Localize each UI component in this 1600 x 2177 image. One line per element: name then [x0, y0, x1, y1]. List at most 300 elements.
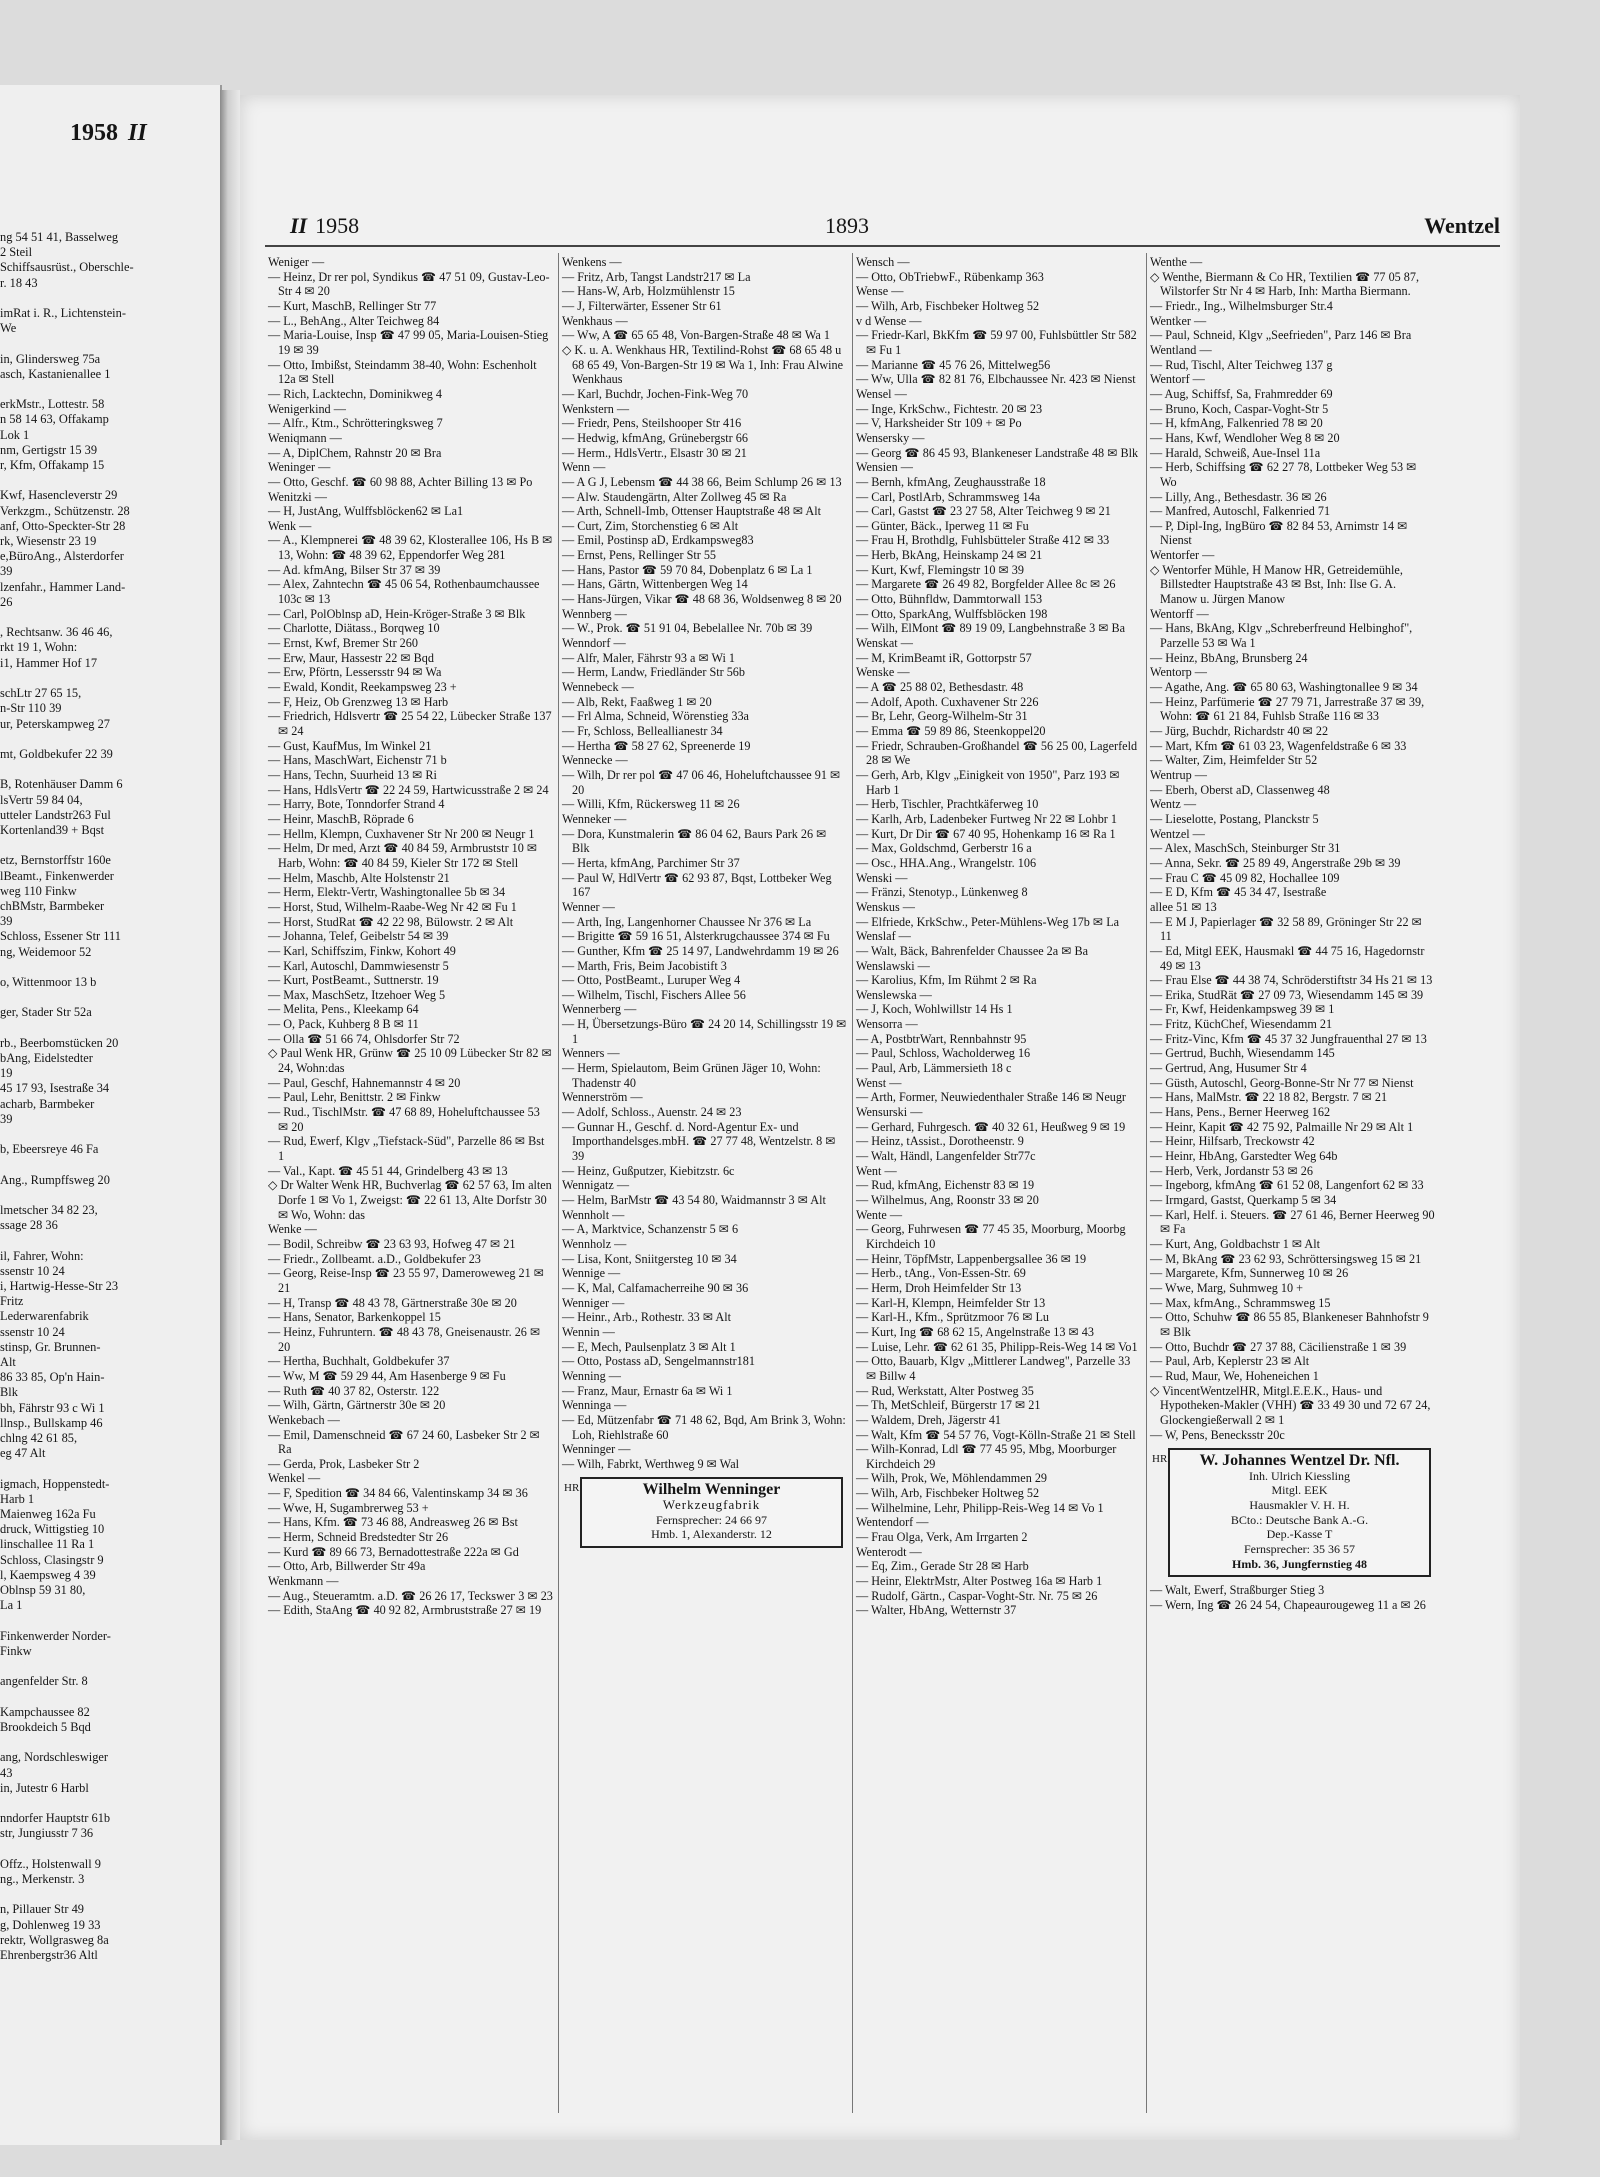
directory-entry: We — [0, 321, 17, 336]
directory-entry: — Ed, Mützenfabr ☎ 71 48 62, Bqd, Am Brink 3, Wohn: Loh, Riehlstraße 60 — [562, 1412, 846, 1442]
directory-entry: — Margarete, Kfm, Sunnerweg 10 ✉ 26 — [1150, 1266, 1349, 1281]
directory-entry: ng 54 51 41, Basselweg — [0, 230, 119, 244]
directory-entry: — Harry, Bote, Tonndorfer Strand 4 — [268, 797, 445, 812]
directory-entry: — Kurt, MaschB, Rellinger Str 77 — [268, 298, 437, 313]
directory-entry: — Th, MetSchleif, Bürgerstr 17 ✉ 21 — [856, 1398, 1041, 1413]
directory-entry: druck, Wittigstieg 10 — [0, 1522, 105, 1537]
directory-entry: Wenning — — [562, 1368, 621, 1383]
directory-entry: — M, BkAng ☎ 23 62 93, Schröttersingsweg 15 ✉ 21 — [1150, 1251, 1422, 1266]
directory-entry — [0, 960, 218, 975]
directory-entry: 39 — [0, 1111, 13, 1126]
directory-entry: — Otto, Geschf. ☎ 60 98 88, Achter Billing 13 ✉ Po — [268, 474, 533, 489]
directory-entry: — Kurt, Kwf, Flemingstr 10 ✉ 39 — [856, 562, 1024, 577]
directory-entry: Wenndorf — — [562, 636, 626, 651]
directory-entry: — Rud, Tischl, Alter Teichweg 137 g — [1150, 357, 1333, 372]
directory-entry: — Wilh, ElMont ☎ 89 19 09, Langbehnstraße 3 ✉ Ba — [856, 621, 1126, 636]
directory-entry: — Hellm, Klempn, Cuxhavener Str Nr 200 ✉ Neugr 1 — [268, 826, 535, 841]
directory-entry: — Gunnar H., Geschf. d. Nord-Agentur Ex- und Importhandelsges.mbH. ☎ 27 77 48, Wentzelstr. 8 ✉ 39 — [562, 1119, 836, 1164]
ad-wentzel-line2: Mitgl. EEK — [1271, 1483, 1328, 1498]
directory-entry: — E M J, Papierlager ☎ 32 58 89, Gröninger Str 22 ✉ 11 — [1150, 914, 1422, 944]
directory-entry: Offz., Holstenwall 9 — [0, 1856, 101, 1871]
column-2-entries — [562, 255, 847, 1471]
directory-entry: Maienweg 162a Fu — [0, 1507, 96, 1522]
directory-entry: — Hans, HdlsVertr ☎ 22 24 59, Hartwicusstraße 2 ✉ 24 — [268, 782, 549, 797]
directory-entry: — Arth, Ing, Langenhorner Chaussee Nr 376 ✉ La — [562, 914, 812, 929]
directory-entry: ng., Merkenstr. 3 — [0, 1871, 85, 1886]
directory-entry: — Alw. Staudengärtn, Alter Zollweg 45 ✉ Ra — [562, 489, 787, 504]
directory-entry: — Franz, Maur, Ernastr 6a ✉ Wi 1 — [562, 1383, 733, 1398]
directory-entry: Wennerström — — [562, 1090, 643, 1105]
directory-entry: — Otto, SparkAng, Wulffsblöcken 198 — [856, 606, 1048, 621]
directory-entry — [0, 1157, 218, 1172]
directory-entry: bh, Fährstr 93 c Wi 1 — [0, 1400, 105, 1415]
directory-entry: — Hans, Pens., Berner Heerweg 162 — [1150, 1105, 1331, 1120]
directory-entry — [0, 671, 218, 686]
directory-entry: — Wilh, Dr rer pol ☎ 47 06 46, Hoheluftchaussee 91 ✉ 20 — [562, 767, 841, 797]
directory-entry: — Elfriede, KrkSchw., Peter-Mühlens-Weg 17b ✉ La — [856, 914, 1120, 929]
directory-entry: — Karlh, Arb, Ladenbeker Furtweg Nr 22 ✉ Lohbr 1 — [856, 811, 1118, 826]
directory-entry: — E, Mech, Paulsenplatz 3 ✉ Alt 1 — [562, 1339, 736, 1354]
directory-entry: — Rich, Lacktechn, Dominikweg 4 — [268, 386, 442, 401]
directory-entry: — Kurt, Ang, Goldbachstr 1 ✉ Alt — [1150, 1236, 1320, 1251]
directory-entry: — Osc., HHA.Ang., Wrangelstr. 106 — [856, 855, 1037, 870]
directory-entry: l, Kaempsweg 4 39 — [0, 1567, 96, 1582]
directory-entry: — Paul, Arb, Lämmersieth 18 c — [856, 1061, 1012, 1076]
directory-entry: utteler Landstr263 Ful — [0, 807, 111, 822]
directory-entry: — Wilh, Gärtn, Gärtnerstr 30e ✉ 20 — [268, 1398, 446, 1413]
directory-entry: rkt 19 1, Wohn: — [0, 640, 78, 655]
directory-entry: — Brigitte ☎ 59 16 51, Alsterkrugchaussee 374 ✉ Fu — [562, 929, 830, 944]
directory-entry: Schiffsausrüst., Oberschle- — [0, 260, 134, 275]
directory-entry: bAng, Eidelstedter — [0, 1050, 93, 1065]
directory-entry: — Wern, Ing ☎ 26 24 54, Chapeaurougeweg 11 a ✉ 26 — [1150, 1598, 1426, 1613]
directory-entry: — Kurt, PostBeamt., Suttnerstr. 19 — [268, 973, 439, 988]
directory-entry: — Erw, Pförtn, Lessersstr 94 ✉ Wa — [268, 665, 442, 680]
directory-entry: — Olla ☎ 51 66 74, Ohlsdorfer Str 72 — [268, 1031, 460, 1046]
directory-entry: ssenstr 10 24 — [0, 1263, 65, 1278]
directory-entry: Wenitzki — — [268, 489, 327, 504]
directory-entry: — A., Klempnerei ☎ 48 39 62, Klosterallee 106, Hs B ✉ 13, Wohn: ☎ 48 39 62, Eppendorfer Weg 281 — [268, 533, 553, 563]
directory-entry: — Herb, Verk, Jordanstr 53 ✉ 26 — [1150, 1163, 1313, 1178]
directory-entry: Wensien — — [856, 460, 913, 475]
directory-entry: — Ingeborg, kfmAng ☎ 61 52 08, Langenfort 62 ✉ 33 — [1150, 1178, 1424, 1193]
directory-entry: weg 110 Finkw — [0, 883, 77, 898]
directory-entry — [0, 336, 218, 351]
directory-entry: Wenkmann — — [268, 1574, 339, 1589]
directory-entry: Wenslawski — — [856, 958, 930, 973]
directory-entry: — Frau Olga, Verk, Am Irrgarten 2 — [856, 1530, 1028, 1545]
directory-entry: — Otto, Arb, Billwerder Str 49a — [268, 1559, 426, 1574]
directory-entry — [0, 1127, 218, 1142]
directory-entry: — Lieselotte, Postang, Planckstr 5 — [1150, 811, 1319, 826]
directory-entry: — Heinr, Kapit ☎ 42 75 92, Palmaille Nr 29 ✉ Alt 1 — [1150, 1119, 1414, 1134]
directory-entry: g, Dohlenweg 19 33 — [0, 1917, 101, 1932]
directory-entry: — Max, kfmAng., Schrammsweg 15 — [1150, 1295, 1331, 1310]
header-rule — [265, 245, 1500, 247]
directory-entry: — Georg, Fuhrwesen ☎ 77 45 35, Moorburg, Moorbg Kirchdeich 10 — [856, 1222, 1126, 1251]
directory-entry: 26 — [0, 594, 13, 609]
directory-entry: — Herb, Tischler, Prachtkäferweg 10 — [856, 797, 1039, 812]
directory-entry: il, Fahrer, Wohn: — [0, 1248, 84, 1263]
directory-entry: Wenner — — [562, 899, 615, 914]
directory-entry: B, Rotenhäuser Damm 6 — [0, 777, 123, 792]
ad-wentzel-address: Hmb. 36, Jungfernstieg 48 — [1232, 1556, 1367, 1571]
directory-entry: — Paul W, HdlVertr ☎ 62 93 87, Bqst, Lottbeker Weg 167 — [562, 870, 832, 900]
directory-entry: — Otto, Bauarb, Klgv „Mittlerer Landweg", Parzelle 33 ✉ Billw 4 — [856, 1354, 1131, 1383]
directory-entry: — Karl, Helf. i. Steuers. ☎ 27 61 46, Berner Heerweg 90 ✉ Fa — [1150, 1207, 1435, 1237]
directory-entry: erkMstr., Lottestr. 58 — [0, 397, 105, 412]
directory-entry: — F, Heiz, Ob Grenzweg 13 ✉ Harb — [268, 694, 449, 709]
directory-entry: — Max, MaschSetz, Itzehoer Weg 5 — [268, 987, 446, 1002]
directory-entry: Wenslaf — — [856, 929, 911, 944]
directory-entry: Wentorp — — [1150, 665, 1207, 680]
directory-entry: Wentz — — [1150, 797, 1197, 812]
directory-entry: Wenske — — [856, 665, 910, 680]
directory-entry: Wennige — — [562, 1266, 621, 1281]
ad-wentzel — [1152, 1448, 1431, 1577]
directory-entry: — Paul, Schneid, Klgv „Seefrieden", Parz 146 ✉ Bra — [1150, 328, 1412, 343]
directory-entry: — Heinr, TöpfMstr, Lappenbergsallee 36 ✉ 19 — [856, 1251, 1087, 1266]
directory-entry: — Ed, Mitgl EEK, Hausmakl ☎ 44 75 16, Hagedornstr 49 ✉ 13 — [1150, 943, 1425, 973]
directory-entry: — Hans, Gärtn, Wittenbergen Weg 14 — [562, 577, 748, 592]
directory-entry: Lederwarenfabrik — [0, 1309, 89, 1324]
directory-entry: — Ernst, Kwf, Bremer Str 260 — [268, 636, 418, 651]
directory-entry: — Fritz, KüchChef, Wiesendamm 21 — [1150, 1017, 1333, 1032]
column-divider — [1146, 253, 1147, 2113]
directory-entry: 45 17 93, Isestraße 34 — [0, 1081, 110, 1096]
book-gutter — [220, 90, 240, 2140]
directory-entry — [0, 1842, 218, 1857]
directory-entry: — Lisa, Kont, Sniitgersteg 10 ✉ 34 — [562, 1251, 737, 1266]
directory-entry: b, Ebeersreye 46 Fa — [0, 1142, 99, 1157]
directory-entry: — A G J, Lebensm ☎ 44 38 66, Beim Schlump 26 ✉ 13 — [562, 474, 842, 489]
directory-entry: — Bruno, Koch, Caspar-Voght-Str 5 — [1150, 401, 1329, 416]
directory-entry: Wentorfer — — [1150, 548, 1215, 563]
directory-entry: — Wwe, H, Sugambrerweg 53 + — [268, 1500, 429, 1515]
directory-entry: Wenners — — [562, 1046, 620, 1061]
directory-entry: — H, kfmAng, Falkenried 78 ✉ 20 — [1150, 416, 1323, 431]
directory-entry — [0, 1887, 218, 1902]
directory-entry: — Heinr, Hilfsarb, Treckowstr 42 — [1150, 1134, 1315, 1149]
directory-entry: — A, PostbtrWart, Rennbahnstr 95 — [856, 1031, 1027, 1046]
directory-entry: — Heinz, BbAng, Brunsberg 24 — [1150, 650, 1308, 665]
directory-entry: Wenslewska — — [856, 987, 932, 1002]
directory-entry: Kampchaussee 82 — [0, 1704, 90, 1719]
ad-wentzel-phone: Fernsprecher: 35 36 57 — [1244, 1542, 1355, 1557]
directory-entry: — Rud, kfmAng, Eichenstr 83 ✉ 19 — [856, 1178, 1035, 1193]
directory-entry: r. 18 43 — [0, 275, 38, 290]
directory-entry: — Rud, Ewerf, Klgv „Tiefstack-Süd", Parzelle 86 ✉ Bst 1 — [268, 1134, 545, 1164]
directory-entry: — Wilh-Konrad, Ldl ☎ 77 45 95, Mbg, Moorburger Kirchdeich 29 — [856, 1442, 1117, 1471]
directory-entry: — Hans, MaschWart, Eichenstr 71 b — [268, 753, 447, 768]
directory-entry: Kwf, Hasencleverstr 29 — [0, 488, 118, 503]
directory-entry: — Horst, StudRat ☎ 42 22 98, Bülowstr. 2 ✉ Alt — [268, 914, 514, 929]
directory-entry: — Fritz, Arb, Tangst Landstr217 ✉ La — [562, 269, 751, 284]
directory-entry: — Friedr., Zollbeamt. a.D., Goldbekufer 23 — [268, 1251, 481, 1266]
directory-entry: Wennebeck — — [562, 680, 634, 695]
directory-entry: — Georg, Reise-Insp ☎ 23 55 97, Dameroweweg 21 ✉ 21 — [268, 1266, 544, 1295]
directory-entry: — Otto, Buchdr ☎ 27 37 88, Cäcilienstraße 1 ✉ 39 — [1150, 1339, 1407, 1354]
directory-entry: ◇ K. u. A. Wenkhaus HR, Textilind-Rohst ☎ 68 65 48 u 68 65 49, Von-Bargen-Str 19 ✉ Wa 1, Inh: Frau Alwine Wenkhaus — [562, 342, 844, 387]
directory-entry: — Horst, Stud, Wilhelm-Raabe-Weg Nr 42 ✉ Fu 1 — [268, 899, 517, 914]
directory-entry: — Otto, Postass aD, Sengelmannstr181 — [562, 1354, 755, 1369]
directory-entry: — Karl, Schiffszim, Finkw, Kohort 49 — [268, 943, 456, 958]
directory-entry: acharb, Barmbeker — [0, 1096, 95, 1111]
directory-entry: Wentker — — [1150, 313, 1207, 328]
directory-entry: — Wilh, Fabrkt, Werthweg 9 ✉ Wal — [562, 1456, 740, 1471]
directory-entry: — Emil, Postinsp aD, Erdkampsweg83 — [562, 533, 754, 548]
directory-entry: n-Str 110 39 — [0, 701, 62, 716]
directory-entry: — Aug., Steueramtm. a.D. ☎ 26 26 17, Teckswег 3 ✉ 23 — [268, 1588, 553, 1603]
directory-entry: — Paul, Geschf, Hahnemannstr 4 ✉ 20 — [268, 1075, 461, 1090]
directory-entry: — Ad. kfmAng, Bilser Str 37 ✉ 39 — [268, 562, 441, 577]
directory-entry: — Karl-H., Kfm., Sprützmoor 76 ✉ Lu — [856, 1310, 1049, 1325]
directory-entry: — W., Prok. ☎ 51 91 04, Bebelallee Nr. 70b ✉ 39 — [562, 621, 813, 636]
directory-entry: Wenterodt — — [856, 1544, 922, 1559]
directory-entry: — Hans-Jürgen, Vikar ☎ 48 68 36, Woldsenweg 8 ✉ 20 — [562, 592, 842, 607]
directory-entry: etz, Bernstorffstr 160e — [0, 853, 111, 868]
directory-entry: — Edith, StaAng ☎ 40 92 82, Armbruststraße 27 ✉ 19 — [268, 1603, 542, 1618]
directory-entry: chlng 42 61 85, — [0, 1431, 78, 1446]
directory-entry: anf, Otto-Speckter-Str 28 — [0, 518, 126, 533]
directory-entry: — Heinz, tAssist., Dorotheenstr. 9 — [856, 1134, 1024, 1149]
directory-entry: — H, Übersetzungs-Büro ☎ 24 20 14, Schillingsstr 19 ✉ 1 — [562, 1017, 847, 1046]
directory-entry: imRat i. R., Lichtenstein- — [0, 306, 126, 321]
directory-entry: — K, Mal, Calfamacherreihe 90 ✉ 36 — [562, 1280, 749, 1295]
directory-entry: Wenkhaus — — [562, 313, 628, 328]
directory-entry: — M, KrimBeamt iR, Gottorpstr 57 — [856, 650, 1032, 665]
directory-entry: — Hans, Pastor ☎ 59 70 84, Dobenplatz 6 ✉ La 1 — [562, 562, 813, 577]
directory-entry: — Emil, Damenschneid ☎ 67 24 60, Lasbeker Str 2 ✉ Ra — [268, 1427, 540, 1457]
directory-entry: — Lilly, Ang., Bethesdastr. 36 ✉ 26 — [1150, 489, 1327, 504]
directory-entry: — Friedr, Pens, Steilshooper Str 416 — [562, 416, 742, 431]
ad-wenninger-phone: Fernsprecher: 24 66 97 — [656, 1512, 767, 1527]
directory-entry: Ehrenbergstr36 Altl — [0, 1947, 98, 1962]
directory-entry: — Hertha ☎ 58 27 62, Spreenerde 19 — [562, 738, 751, 753]
directory-entry — [0, 838, 218, 853]
directory-entry: — Charlotte, Diätass., Borqweg 10 — [268, 621, 440, 636]
directory-entry: — A, Marktvice, Schanzenstr 5 ✉ 6 — [562, 1222, 739, 1237]
directory-entry: Wennerberg — — [562, 1002, 637, 1017]
directory-entry: Wenst — — [856, 1075, 902, 1090]
directory-entry: mt, Goldbekufer 22 39 — [0, 746, 113, 761]
directory-entry: — Georg ☎ 86 45 93, Blankeneser Landstraße 48 ✉ Blk — [856, 445, 1139, 460]
directory-entry: ◇ Wenthe, Biermann & Co HR, Textilien ☎ 77 05 87, Wilstorfer Str Nr 4 ✉ Harb, Inh: Martha Biermann. — [1150, 269, 1420, 299]
directory-entry: Wentzel — — [1150, 826, 1205, 841]
directory-entry: Wenn — — [562, 460, 606, 475]
directory-entry: 39 — [0, 564, 13, 579]
directory-entry: — Carl, PostlArb, Schrammsweg 14a — [856, 489, 1041, 504]
directory-entry: Wentorff — — [1150, 606, 1209, 621]
directory-entry: — Heinz, Gußputzer, Kiebitzstr. 6c — [562, 1163, 735, 1178]
directory-entry: — Alb, Rekt, Faaßweg 1 ✉ 20 — [562, 694, 712, 709]
directory-entry: — Güsth, Autoschl, Georg-Bonne-Str Nr 77 ✉ Nienst — [1150, 1075, 1414, 1090]
directory-entry: — Inge, KrkSchw., Fichtestr. 20 ✉ 23 — [856, 401, 1043, 416]
directory-entry — [0, 291, 218, 306]
directory-entry: — Rud., TischlMstr. ☎ 47 68 89, Hoheluftchaussee 53 ✉ 20 — [268, 1105, 540, 1134]
directory-entry: — Otto, Schuhw ☎ 86 55 85, Blankeneser Bahnhofstr 9 ✉ Blk — [1150, 1310, 1429, 1339]
directory-entry: — Otto, Bühnfldw, Dammtorwall 153 — [856, 592, 1043, 607]
directory-entry: — Heinz, Parfümerie ☎ 27 79 71, Jarrestraße 37 ✉ 39, Wohn: ☎ 61 21 84, Fuhlsb Straße 116 ✉ 33 — [1150, 694, 1425, 724]
directory-entry: — Otto, Imbißst, Steindamm 38-40, Wohn: Eschenholt 12a ✉ Stell — [268, 357, 537, 387]
directory-entry: Wenigerkind — — [268, 401, 346, 416]
directory-entry: nndorfer Hauptstr 61b — [0, 1811, 111, 1826]
directory-entry: — Ww, M ☎ 59 29 44, Am Hasenberge 9 ✉ Fu — [268, 1368, 506, 1383]
directory-entry: — Carl, PolOblnsp aD, Hein-Kröger-Straße 3 ✉ Blk — [268, 606, 526, 621]
left-header-year: 1958 — [70, 120, 118, 146]
directory-entry: — Willi, Kfm, Rückersweg 11 ✉ 26 — [562, 797, 740, 812]
directory-entry: — Fritz-Vinc, Kfm ☎ 45 37 32 Jungfrauenthal 27 ✉ 13 — [1150, 1031, 1427, 1046]
directory-entry: — Hans, MalMstr. ☎ 22 18 82, Bergstr. 7 ✉ 21 — [1150, 1090, 1388, 1105]
directory-column-2 — [562, 255, 847, 1554]
directory-entry: — Ww, A ☎ 65 65 48, Von-Bargen-Straße 48 ✉ Wa 1 — [562, 328, 830, 343]
directory-entry: — Alfr., Ktm., Schrötteringksweg 7 — [268, 416, 443, 431]
directory-entry: — Dora, Kunstmalerin ☎ 86 04 62, Baurs Park 26 ✉ Blk — [562, 826, 827, 856]
directory-entry: in, Glindersweg 75a — [0, 351, 101, 366]
directory-entry: — Adolf, Schloss., Auenstr. 24 ✉ 23 — [562, 1105, 742, 1120]
ad-wenninger-line1: Werkzeugfabrik — [662, 1497, 761, 1513]
directory-entry: Wennin — — [562, 1324, 615, 1339]
column-divider — [852, 253, 853, 2113]
directory-entry: — Wilh, Arb, Fischbeker Holtweg 52 — [856, 1486, 1040, 1501]
directory-entry: i1, Hammer Hof 17 — [0, 655, 98, 670]
directory-entry: — Wilhelmus, Ang, Roonstr 33 ✉ 20 — [856, 1193, 1039, 1207]
directory-entry: — Paul, Schloss, Wacholderweg 16 — [856, 1046, 1031, 1061]
left-page-column — [0, 230, 218, 1963]
directory-entry: Fritz — [0, 1294, 24, 1309]
directory-entry: — Hans, Kfm. ☎ 73 46 88, Andreasweg 26 ✉ Bst — [268, 1515, 518, 1530]
directory-entry: — Gertrud, Ang, Husumer Str 4 — [1150, 1061, 1307, 1076]
directory-entry: Brookdeich 5 Bqd — [0, 1719, 91, 1734]
directory-entry: chBMstr, Barmbeker — [0, 898, 105, 913]
directory-entry: lsVertr 59 84 04, — [0, 792, 83, 807]
directory-column-1 — [268, 255, 553, 1618]
directory-entry: Wennholz — — [562, 1236, 627, 1251]
directory-entry: — F, Spedition ☎ 34 84 66, Valentinskamp 34 ✉ 36 — [268, 1486, 528, 1501]
directory-entry: — Wwe, Marg, Suhmweg 10 + — [1150, 1280, 1303, 1295]
directory-entry: — Walt, Ewerf, Straßburger Stieg 3 — [1150, 1583, 1325, 1598]
directory-entry: — Ewald, Kondit, Reekampsweg 23 + — [268, 680, 457, 695]
directory-entry: — Walter, Zim, Heimfelder Str 52 — [1150, 753, 1318, 768]
section-title: Wentzel — [1424, 213, 1500, 238]
ad-wentzel-line3: Hausmakler V. H. H. — [1249, 1498, 1350, 1513]
directory-entry: — Bodil, Schreibw ☎ 23 63 93, Hofweg 47 ✉ 21 — [268, 1236, 516, 1251]
directory-entry: — Walt, Händl, Langenfelder Str77c — [856, 1149, 1036, 1164]
directory-entry: — Aug, Schiffsf, Sa, Frahmredder 69 — [1150, 386, 1333, 401]
directory-entry: — Paul, Arb, Keplerstr 23 ✉ Alt — [1150, 1354, 1310, 1369]
directory-entry: — Frau H, Brothdlg, Fuhlsbütteler Straße 412 ✉ 33 — [856, 533, 1110, 548]
directory-entry: asch, Kastanienallee 1 — [0, 366, 111, 381]
directory-entry: — Helm, Maschb, Alte Holstenstr 21 — [268, 870, 450, 885]
directory-entry: allee 51 ✉ 13 — [1150, 899, 1217, 914]
directory-entry — [0, 1690, 218, 1705]
directory-entry: Wense — — [856, 284, 904, 299]
directory-entry: ssenstr 10 24 — [0, 1324, 65, 1339]
directory-entry: — Karolius, Kfm, Im Rühmt 2 ✉ Ra — [856, 973, 1037, 988]
directory-entry: n 58 14 63, Offakamp — [0, 412, 109, 427]
directory-entry: — Kurt, Dr Dir ☎ 67 40 95, Hohenkamp 16 ✉ Ra 1 — [856, 826, 1116, 841]
directory-entry: — Friedr-Karl, BkKfm ☎ 59 97 00, Fuhlsbüttler Str 582 ✉ Fu 1 — [856, 328, 1137, 357]
directory-entry: Wenniger — — [562, 1295, 625, 1310]
directory-entry: str, Jungiusstr 7 36 — [0, 1826, 94, 1841]
directory-entry: 19 — [0, 1066, 13, 1081]
directory-entry: ang, Nordschleswiger — [0, 1750, 109, 1765]
directory-entry: — Erika, StudRät ☎ 27 09 73, Wiesendamm 145 ✉ 39 — [1150, 987, 1424, 1002]
directory-entry: — Fr, Kwf, Heidenkampsweg 39 ✉ 1 — [1150, 1002, 1335, 1017]
directory-entry: — Alex, MaschSch, Steinburger Str 31 — [1150, 841, 1341, 856]
directory-entry: — Fränzi, Stenotyp., Lünkenweg 8 — [856, 885, 1028, 900]
directory-entry: — Karl-H, Klempn, Heimfelder Str 13 — [856, 1295, 1046, 1310]
directory-entry: r, Kfm, Offakamp 15 — [0, 458, 105, 473]
directory-entry: Wenke — — [268, 1222, 317, 1237]
directory-entry: Wennholt — — [562, 1207, 625, 1222]
directory-entry: llnsp., Bullskamp 46 — [0, 1415, 103, 1430]
directory-entry: i, Hartwig-Hesse-Str 23 — [0, 1279, 119, 1294]
right-header-roman: II — [290, 213, 308, 238]
directory-entry: — Irmgard, Gastst, Querkamp 5 ✉ 34 — [1150, 1193, 1337, 1207]
directory-entry: Wentendorf — — [856, 1515, 929, 1530]
directory-entry: — L., BehAng., Alter Teichweg 84 — [268, 313, 440, 328]
directory-entry: — Herm., HdlsVertr., Elsastr 30 ✉ 21 — [562, 445, 747, 460]
directory-entry: — Herm, Landw, Friedländer Str 56b — [562, 665, 745, 680]
directory-entry: Finkw — [0, 1643, 32, 1658]
directory-entry: — Bernh, kfmAng, Zeughausstraße 18 — [856, 474, 1046, 489]
directory-entry: — Frau C ☎ 45 09 82, Hochallee 109 — [1150, 870, 1340, 885]
directory-column-3 — [856, 255, 1141, 1618]
directory-entry: — E D, Kfm ☎ 45 34 47, Isestraße — [1150, 885, 1327, 900]
directory-entry: — Hans, Senator, Barkenkoppel 15 — [268, 1310, 441, 1325]
directory-entry: — Luise, Lehr. ☎ 62 61 35, Philipp-Reis-Weg 14 ✉ Vo1 — [856, 1339, 1138, 1354]
directory-entry: ◇ Wentorfer Mühle, H Manow HR, Getreidemühle, Billstedter Hauptstraße 43 ✉ Bst, Inh: Ilse G. A. Manow u. Jürgen Manow — [1150, 562, 1403, 607]
directory-entry: — Herm, Elektr-Vertr, Washingtonallee 5b ✉ 34 — [268, 885, 506, 900]
directory-entry: — Gerda, Prok, Lasbeker Str 2 — [268, 1456, 420, 1471]
directory-entry: — Kurd ☎ 89 66 73, Bernadottestraße 222a ✉ Gd — [268, 1544, 519, 1559]
directory-entry — [0, 1233, 218, 1248]
left-page-header — [70, 120, 147, 147]
directory-entry: — Karl, Buchdr, Jochen-Fink-Weg 70 — [562, 386, 749, 401]
directory-entry: lmetscher 34 82 23, — [0, 1203, 98, 1217]
directory-entry: Wentorf — — [1150, 372, 1205, 387]
directory-entry: — H, JustAng, Wulffsblöcken62 ✉ La1 — [268, 504, 464, 519]
directory-entry — [0, 1613, 218, 1628]
directory-entry: Finkenwerder Norder- — [0, 1628, 111, 1643]
directory-entry: Wensorra — — [856, 1017, 918, 1032]
directory-entry: — Heinz, Fuhruntern. ☎ 48 43 78, Gneisenaustr. 26 ✉ 20 — [268, 1324, 541, 1354]
column-4-tail — [1150, 1583, 1435, 1612]
directory-entry: ur, Peterskampweg 27 — [0, 716, 110, 731]
directory-entry: ssage 28 36 — [0, 1218, 58, 1233]
directory-entry: ger, Stader Str 52a — [0, 1005, 92, 1020]
directory-entry: — Eq, Zim., Gerade Str 28 ✉ Harb — [856, 1559, 1029, 1574]
directory-entry: — Karl, Autoschl, Dammwiesenstr 5 — [268, 958, 449, 973]
directory-entry: — Gertrud, Buchh, Wiesendamm 145 — [1150, 1046, 1335, 1061]
directory-entry: Lok 1 — [0, 427, 30, 442]
directory-entry: — Walt, Bäck, Bahrenfelder Chaussee 2a ✉ Ba — [856, 943, 1089, 958]
directory-entry: n, Pillauer Str 49 — [0, 1902, 84, 1917]
left-page — [0, 85, 222, 2145]
directory-entry: Wente — — [856, 1207, 903, 1222]
directory-entry: — Herb, BkAng, Heinskamp 24 ✉ 21 — [856, 548, 1043, 563]
directory-entry: — Ernst, Pens, Rellinger Str 55 — [562, 548, 717, 563]
directory-entry: — Alfr, Maler, Fährstr 93 a ✉ Wi 1 — [562, 650, 736, 665]
directory-entry: — A, DiplChem, Rahnstr 20 ✉ Bra — [268, 445, 442, 460]
directory-entry: — Val., Kapt. ☎ 45 51 44, Grindelberg 43 ✉ 13 — [268, 1163, 508, 1178]
directory-entry: — Herta, kfmAng, Parchimer Str 37 — [562, 855, 740, 870]
directory-entry: Wennecke — — [562, 753, 628, 768]
directory-entry: — Heinr, ElektrMstr, Alter Postweg 16a ✉ Harb 1 — [856, 1574, 1103, 1589]
directory-entry: Kortenland39 + Bqst — [0, 822, 105, 837]
directory-entry: — Max, Goldschmd, Gerberstr 16 a — [856, 841, 1032, 856]
